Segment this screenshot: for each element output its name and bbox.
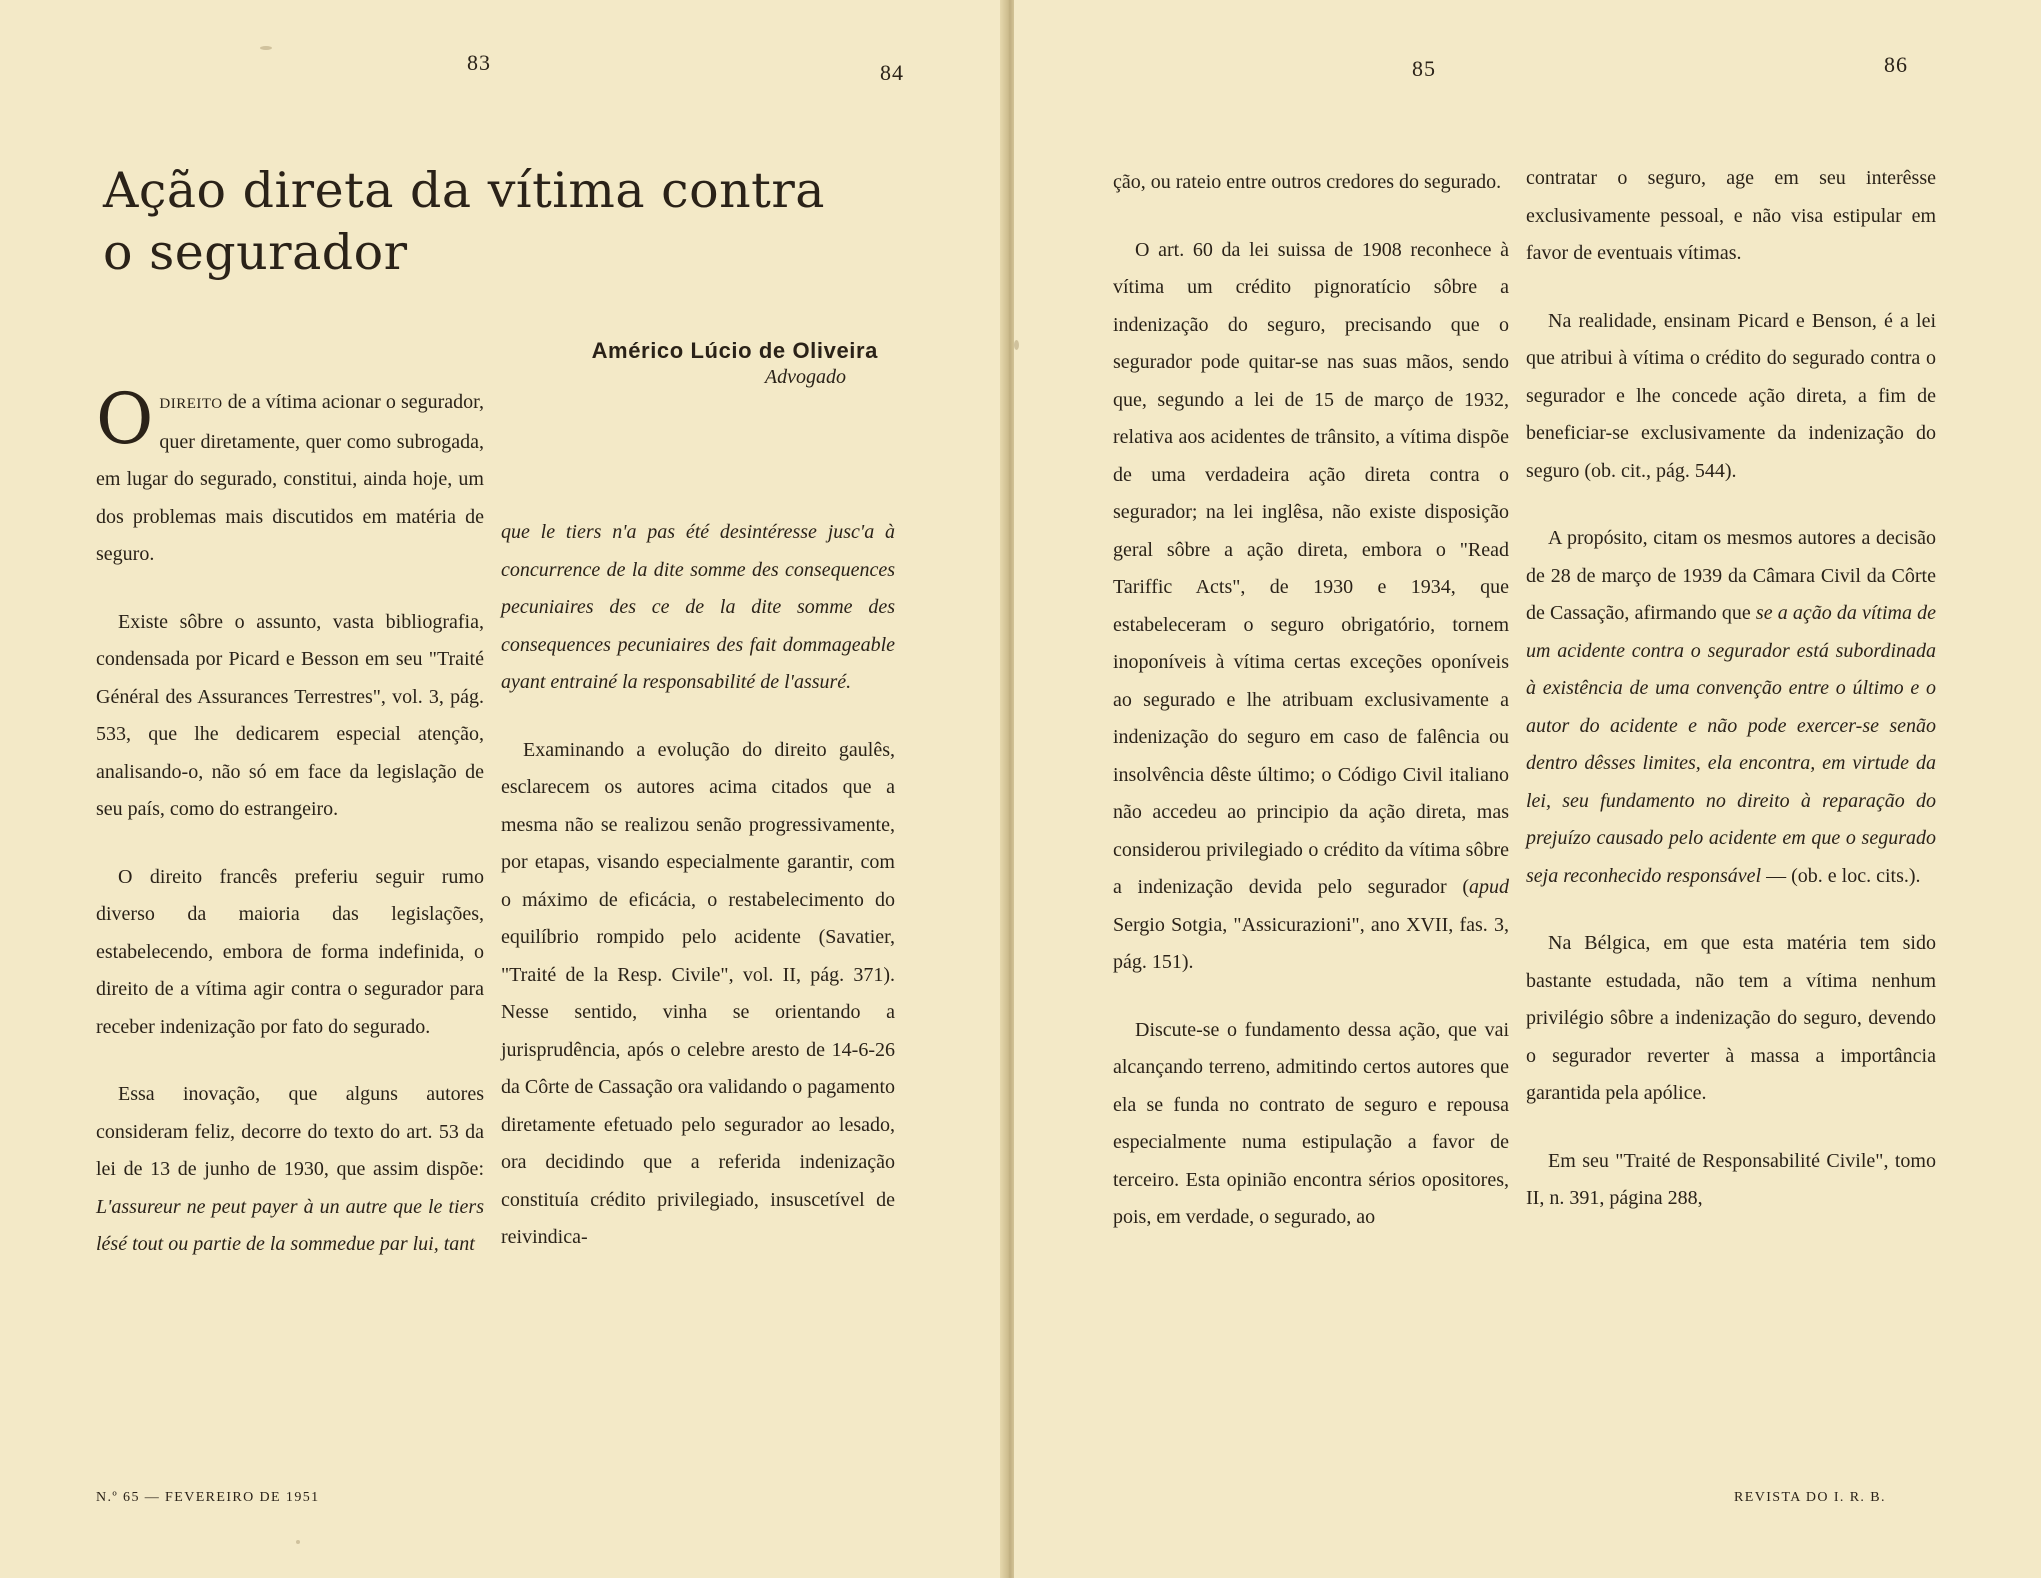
- paper-blemish: [260, 46, 272, 50]
- paragraph-text: de a vítima acionar o segurador, quer diretamente, quer como subrogada, em lugar do segurado, constitui, ainda hoje, um dos problemas mais discutidos em matéria de seguro.: [96, 391, 484, 565]
- paragraph-text: A propósito, citam os mesmos autores a decisão de 28 de março de 1939 da Câmara Civil da Côrte de Cassação, afirmando que: [1526, 527, 1936, 624]
- right-page: [1014, 0, 2041, 1578]
- author-role: Advogado: [764, 366, 846, 388]
- paragraph: Na realidade, ensinam Picard e Benson, é a lei que atribui à vítima o crédito do segurado contra o segurador e lhe concede ação direta, a fim de beneficiar-se exclusivamente da indenização do seguro (ob. cit., pág. 544).: [1526, 309, 1936, 482]
- column-2: [501, 514, 895, 1257]
- page-number: 85: [1412, 56, 1436, 81]
- left-page: [0, 0, 1005, 1578]
- footer-issue: N.º 65 — FEVEREIRO DE 1951: [96, 1490, 320, 1505]
- paper-blemish: [296, 1540, 300, 1544]
- paragraph: O direito francês preferiu seguir rumo diverso da maioria das legislações, estabelecendo, embora de forma indefinida, o direito de a vítima agir contra o segurador para receber indenização por fato do segurado.: [96, 865, 484, 1038]
- paragraph: ção, ou rateio entre outros credores do segurado.: [1113, 171, 1502, 193]
- paragraph-text: O art. 60 da lei suissa de 1908 reconhece à vítima um crédito pignoratício sôbre a indenização do seguro, precisando que o segurador pode quitar-se nas suas mãos, sendo que, segundo a lei de 15 de março de 1932, relativa aos acidentes de trânsito, a vítima dispõe de uma verdadeira ação direta contra o segurador; na lei inglêsa, não existe disposição geral sôbre a ação direta, embora o "Read Tariffic Acts", de 1930 e 1934, que estabeleceram o seguro obrigatório, tornem inoponíveis à vítima certas exceções oponíveis ao segurado e lhe atribuam exclusivamente a indenização do seguro em caso de falência ou insolvência dêste último; o Código Civil italiano não accedeu ao principio da ação direta, mas considerou privilegiado o crédito da vítima sôbre a indenização devida pelo segurador (: [1113, 238, 1509, 898]
- paragraph: contratar o seguro, age em seu interêsse exclusivamente pessoal, e não visa estipular em favor de eventuais vítimas.: [1526, 167, 1936, 264]
- paper-blemish: [1014, 340, 1019, 350]
- paragraph: Existe sôbre o assunto, vasta bibliografia, condensada por Picard e Besson em seu "Traité Général des Assurances Terrestres", vol. 3, pág. 533, que lhe dedicarem especial atenção, analisando-o, não só em face da legislação de seu país, como do estrangeiro.: [96, 610, 484, 820]
- paragraph: Em seu "Traité de Responsabilité Civile", tomo II, n. 391, página 288,: [1526, 1149, 1936, 1209]
- title-line: Ação direta da vítima contra: [103, 162, 826, 219]
- small-caps-word: DIREITO: [159, 396, 223, 412]
- paragraph: Na Bélgica, em que esta matéria tem sido bastante estudada, não tem a vítima nenhum privilégio sôbre a indenização do seguro, devendo o segurador reverter à massa a importância garantida pela apólice.: [1526, 932, 1936, 1104]
- footer-journal: REVISTA DO I. R. B.: [1734, 1490, 1886, 1505]
- page-number: 84: [880, 60, 904, 85]
- paragraph: [96, 378, 484, 574]
- paragraph: Examinando a evolução do direito gaulês, esclarecem os autores acima citados que a mesma não se realizou senão progressivamente, por etapas, visando especialmente garantir, com o máximo de eficácia, o restabelecimento do equilíbrio rompido pelo acidente (Savatier, "Traité de la Resp. Civile", vol. II, pág. 371). Nesse sentido, vinha se orientando a jurisprudência, após o celebre aresto de 14-6-26 da Côrte de Cassação ora validando o pagamento diretamente efetuado pelo segurador ao lesado, ora decidindo que a referida indenização constituía crédito privilegiado, insuscetível de reivindica-: [501, 738, 895, 1248]
- column-3: [1113, 164, 1509, 1237]
- author-block: [592, 338, 878, 389]
- paragraph: [1526, 520, 1936, 895]
- paragraph: [1113, 232, 1509, 982]
- italic-word: apud: [1469, 876, 1509, 898]
- column-4: [1526, 160, 1936, 1218]
- page-number: 86: [1884, 52, 1908, 77]
- french-quote-continued: que le tiers n'a pas été desintéresse jusc'a à concurrence de la dite somme des consequences pecuniaires des ce de la dite somme des consequences pecuniaires des fait dommageable ayant entrainé la responsabilité de l'assuré.: [501, 521, 895, 693]
- author-name: Américo Lúcio de Oliveira: [591, 338, 878, 363]
- drop-cap: O: [96, 378, 154, 460]
- article-title: [103, 160, 825, 284]
- paragraph: [96, 1076, 484, 1264]
- paragraph-text: — (ob. e loc. cits.).: [1761, 864, 1921, 887]
- paragraph-text: Sergio Sotgia, "Assicurazioni", ano XVII, fas. 3, pág. 151).: [1113, 913, 1509, 973]
- title-line: o segurador: [103, 224, 408, 281]
- page-number: 83: [467, 50, 491, 75]
- italic-quote: se a ação da vítima de um acidente contra o segurador está subordinada à existência de uma convenção entre o último e o autor do acidente e não pode exercer-se senão dentro dêsses limites, ela encontra, em virtude da lei, seu fundamento no direito à reparação do prejuízo causado pelo acidente em que o segurado seja reconhecido responsável: [1526, 602, 1936, 887]
- column-1: [96, 378, 484, 1264]
- paragraph-text: Essa inovação, que alguns autores consideram feliz, decorre do texto do art. 53 da lei de 13 de junho de 1930, que assim dispõe:: [96, 1083, 484, 1180]
- french-quote: L'assureur ne peut payer à un autre que le tiers lésé tout ou partie de la sommedue par lui, tant: [96, 1195, 484, 1255]
- paragraph: Discute-se o fundamento dessa ação, que vai alcançando terreno, admitindo certos autores que ela se funda no contrato de seguro e repousa especialmente numa estipulação a favor de terceiro. Esta opinião encontra sérios opositores, pois, em verdade, o segurado, ao: [1113, 1018, 1509, 1228]
